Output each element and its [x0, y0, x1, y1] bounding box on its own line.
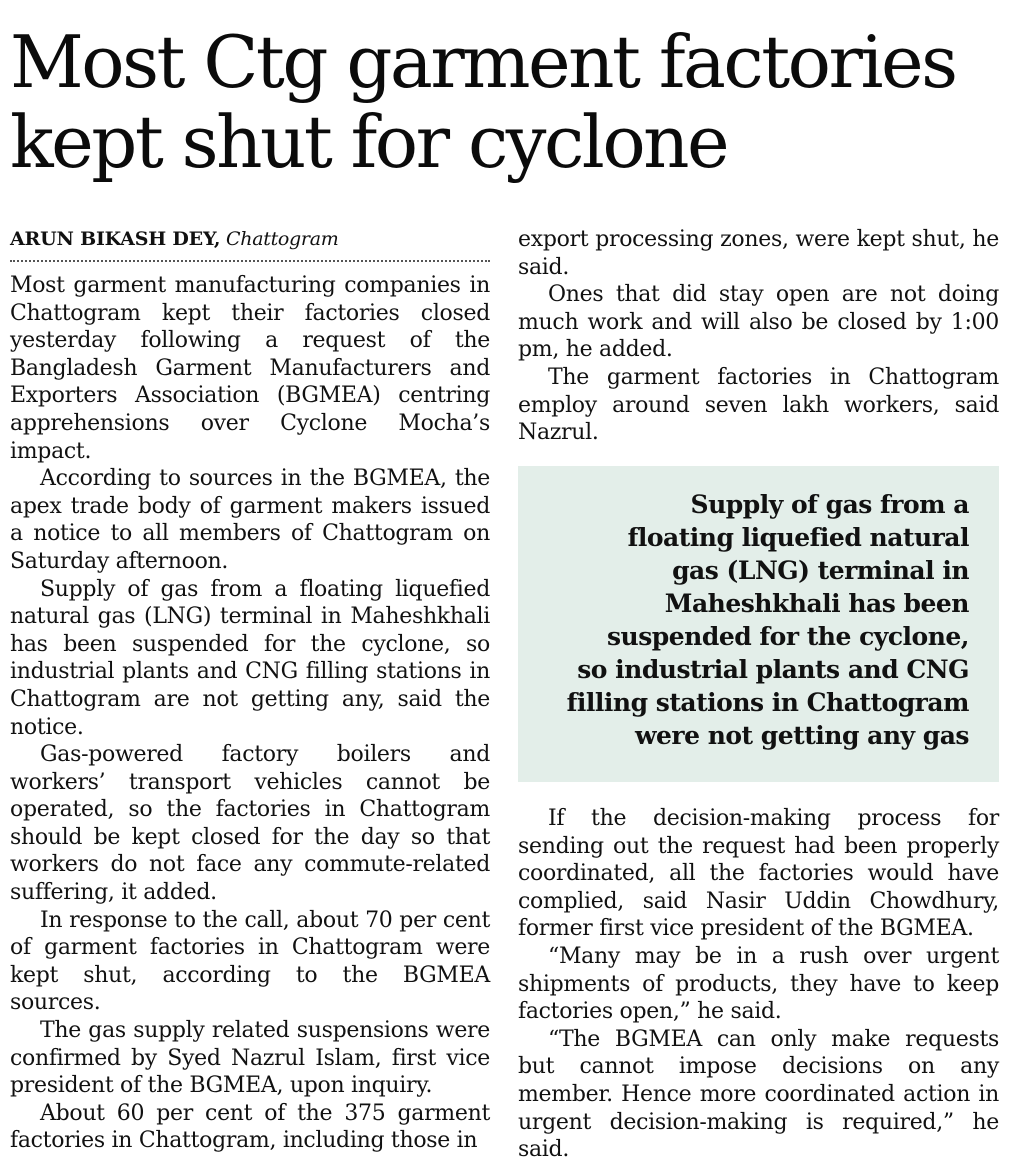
paragraph: According to sources in the BGMEA, the apex trade body of garment makers issued a notice to all members of Chattogram on Saturday afternoon.	[10, 466, 490, 574]
paragraph: Supply of gas from a floating liquefied natural gas (LNG) terminal in Maheshkhali has been suspended for the cyclone, so industrial plants and CNG filling stations in Chattogram are not getting any, said the notice.	[10, 576, 490, 740]
paragraph: The garment factories in Chattogram employ around seven lakh workers, said Nazrul.	[518, 364, 999, 446]
headline-line-2: kept shut for cyclone	[10, 100, 728, 184]
paragraph: The gas supply related suspensions were confirmed by Syed Nazrul Islam, first vice president of the BGMEA, upon inquiry.	[10, 1018, 490, 1099]
byline	[10, 226, 490, 252]
pull-quote-line: were not getting any gas	[634, 721, 969, 750]
pull-quote-line: Supply of gas from a	[690, 490, 969, 519]
right-column-bottom	[518, 805, 999, 1164]
pull-quote	[518, 466, 999, 782]
headline	[10, 22, 1000, 182]
paragraph: About 60 per cent of the 375 garment factories in Chattogram, including those in	[10, 1100, 490, 1154]
byline-divider	[10, 260, 490, 262]
paragraph: export processing zones, were kept shut, he said.	[518, 227, 999, 280]
pull-quote-line: Maheshkhali has been	[664, 589, 969, 618]
left-column	[10, 226, 490, 1155]
pull-quote-line: so industrial plants and CNG	[577, 655, 969, 684]
pull-quote-line: gas (LNG) terminal in	[672, 556, 969, 585]
paragraph: If the decision-making process for sending out the request had been properly coordinated, all the factories would have complied, said Nasir Uddin Chowdhury, former first vice president of the BGMEA.	[518, 806, 999, 942]
paragraph: In response to the call, about 70 per cent of garment factories in Chattogram were kept shut, according to the BGMEA sources.	[10, 907, 490, 1016]
pull-quote-line: suspended for the cyclone,	[606, 622, 969, 651]
paragraph: Gas-powered factory boilers and workers’ transport vehicles cannot be operated, so the factories in Chattogram should be kept closed for the day so that workers do not face any commute-related suffering, it added.	[10, 742, 490, 906]
paragraph: Ones that did stay open are not doing much work and will also be closed by 1:00 pm, he added.	[518, 282, 999, 363]
pull-quote-line: floating liquefied natural	[627, 523, 969, 552]
paragraph: Most garment manufacturing companies in Chattogram kept their factories closed yesterday following a request of the Bangladesh Garment Manufacturers and Exporters Association (BGMEA) centring apprehensions over Cyclone Mocha’s impact.	[10, 273, 490, 464]
headline-line-1: Most Ctg garment factories	[10, 20, 956, 104]
right-column-top	[518, 226, 999, 447]
byline-author: ARUN BIKASH DEY,	[10, 228, 221, 250]
paragraph: “Many may be in a rush over urgent shipments of products, they have to keep factories open,” he said.	[518, 943, 999, 1025]
pull-quote-line: filling stations in Chattogram	[566, 688, 969, 717]
byline-location: Chattogram	[226, 228, 339, 250]
paragraph: “The BGMEA can only make requests but cannot impose decisions on any member. Hence more coordinated action in urgent decision-making is required,” he said.	[518, 1026, 999, 1163]
